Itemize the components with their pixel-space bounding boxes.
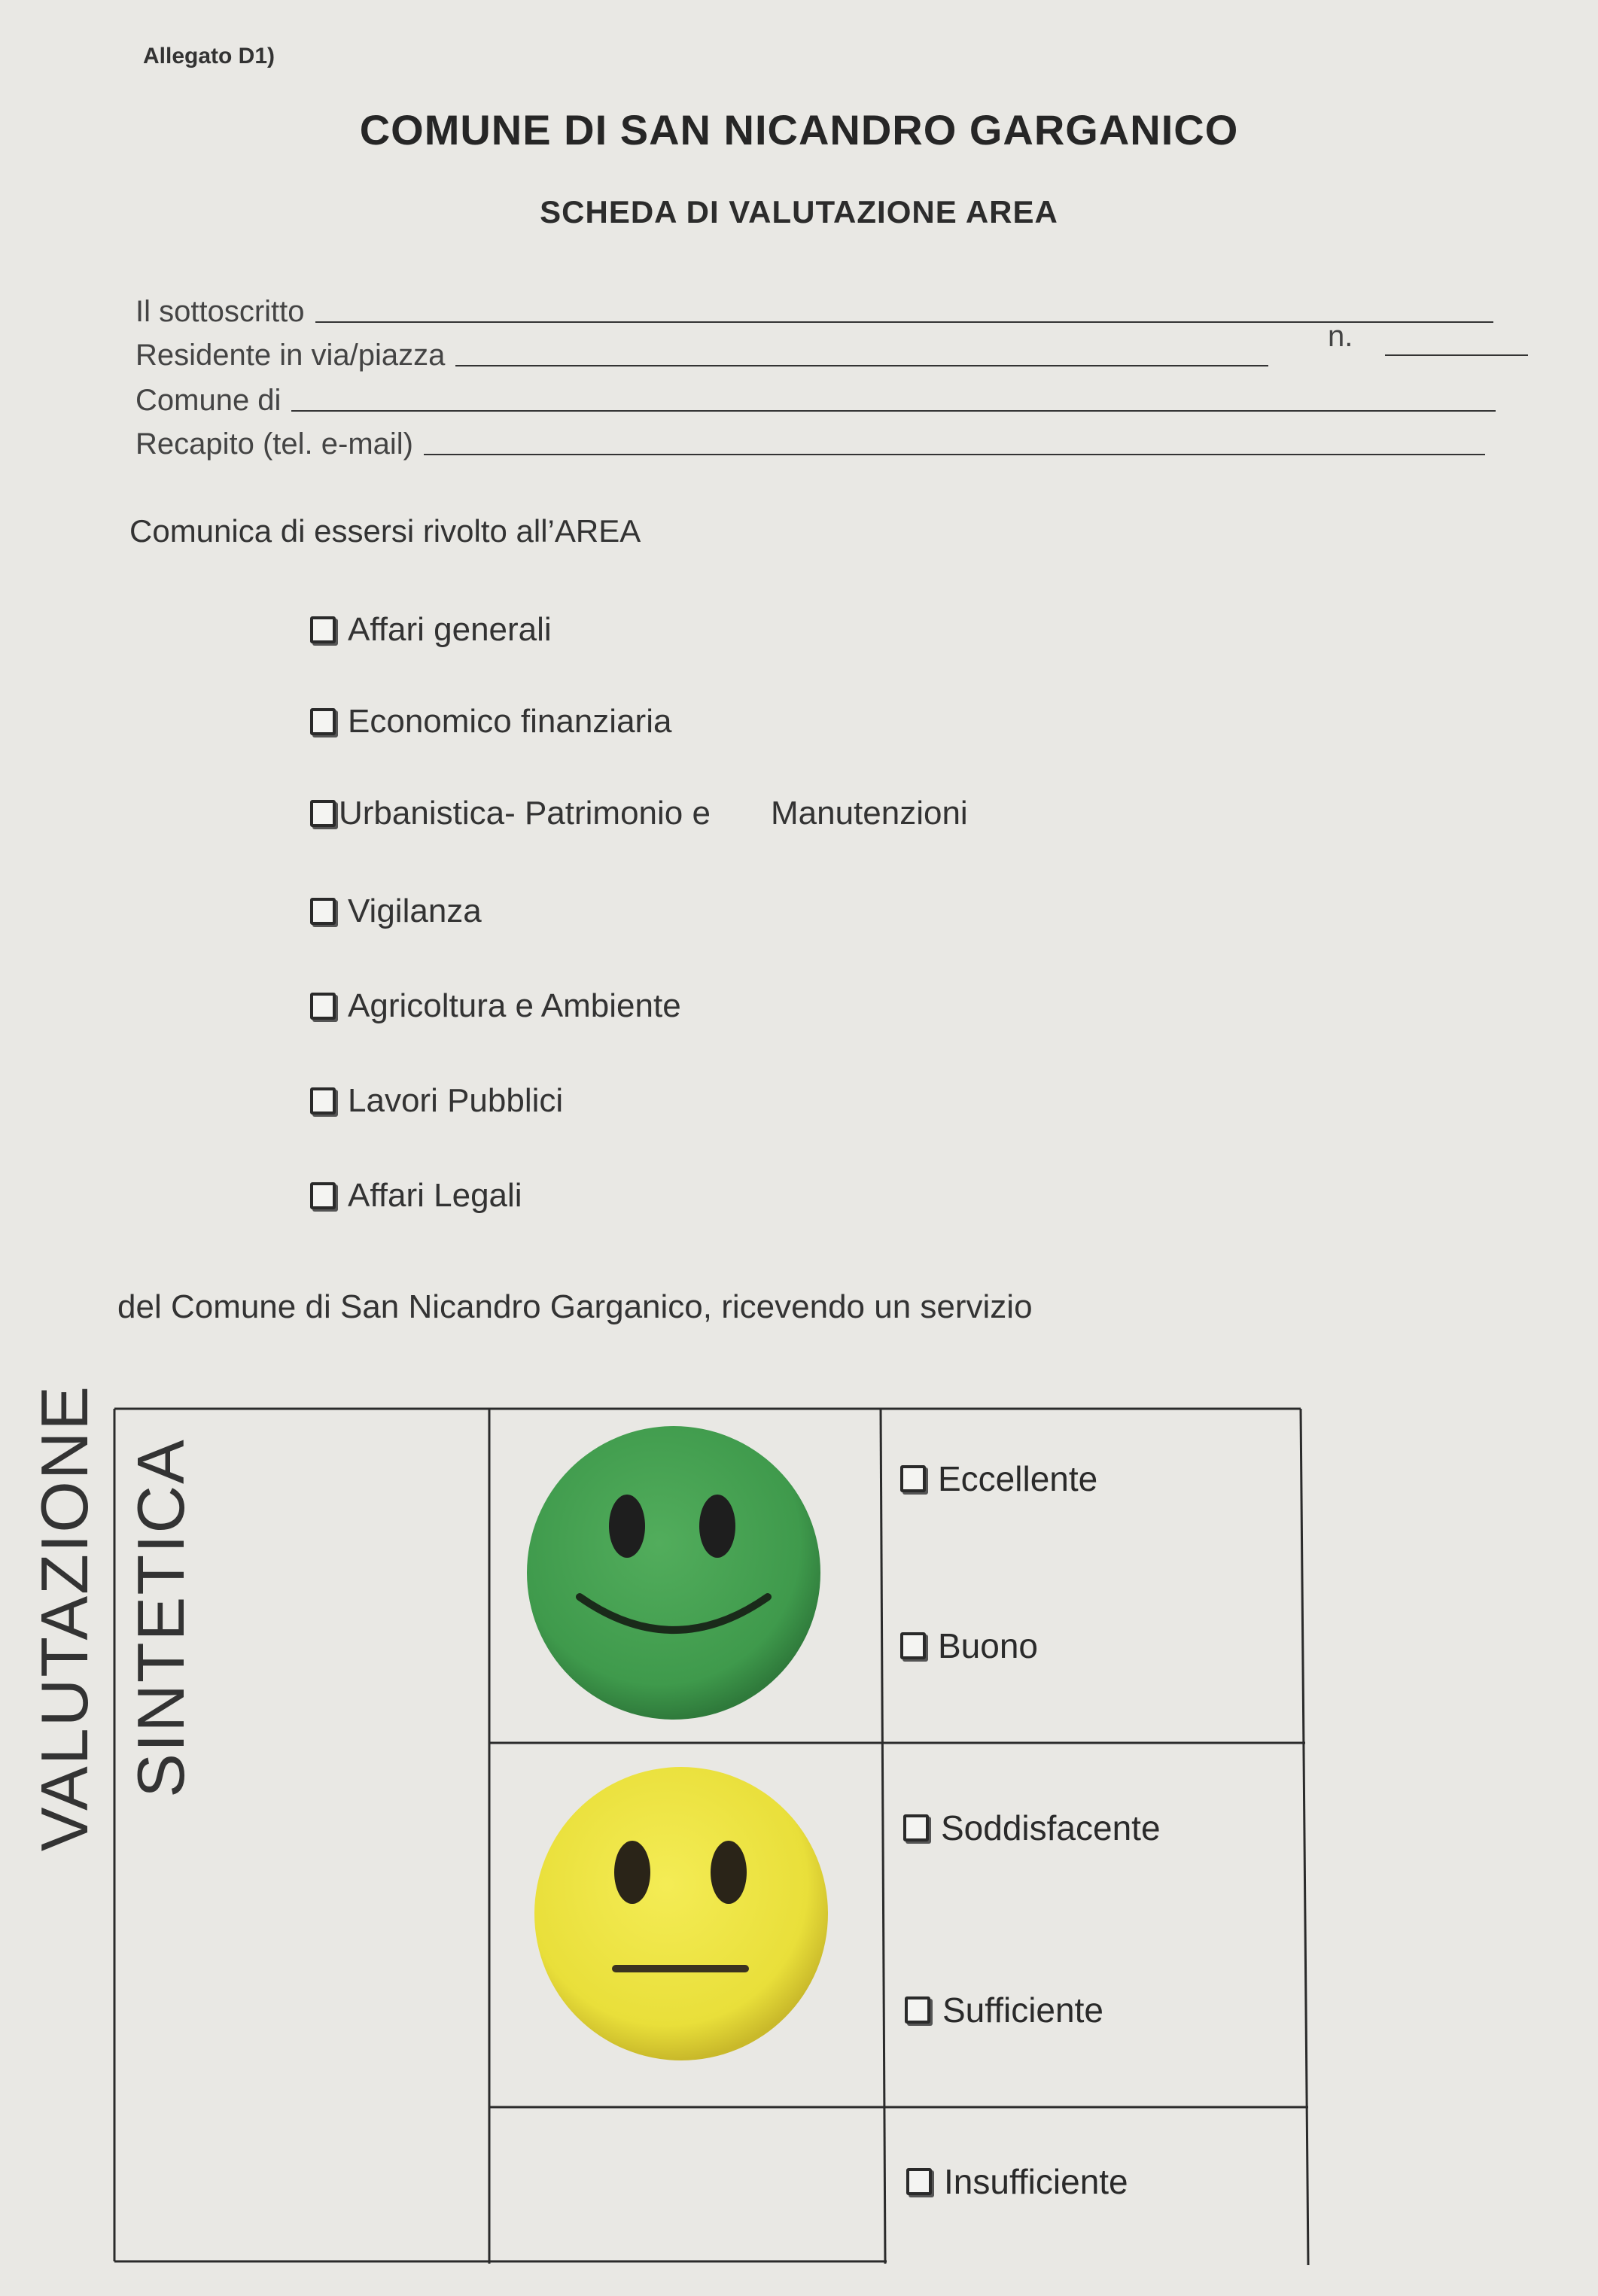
undersigned-field[interactable] <box>135 295 1493 329</box>
rating-option-eccellente[interactable] <box>900 1458 1097 1499</box>
area-label: Affari generali <box>348 611 552 648</box>
area-label: Vigilanza <box>348 893 482 929</box>
area-label: Affari Legali <box>348 1177 522 1214</box>
happy-smiley-icon <box>519 1415 836 1731</box>
label-line-1: VALUTAZIONE <box>27 1384 102 1852</box>
area-label-part2: Manutenzioni <box>770 795 968 832</box>
rating-label: Insufficiente <box>944 2162 1128 2201</box>
rating-option-insufficiente[interactable] <box>906 2161 1128 2202</box>
happy-face <box>527 1426 820 1720</box>
checkbox-icon[interactable] <box>310 800 336 827</box>
rating-option-sufficiente[interactable] <box>905 1990 1103 2030</box>
label-line-2: SINTETICA <box>123 1438 198 1798</box>
house-number-line[interactable] <box>1385 354 1528 356</box>
form-subtitle: SCHEDA DI VALUTAZIONE AREA <box>540 194 1058 230</box>
rating-label: Soddisfacente <box>941 1808 1161 1847</box>
municipality-line[interactable] <box>291 409 1496 412</box>
checkbox-icon[interactable] <box>903 1814 929 1841</box>
area-label: Lavori Pubblici <box>348 1082 564 1119</box>
checkbox-icon[interactable] <box>310 898 336 925</box>
checkbox-icon[interactable] <box>310 616 336 643</box>
checkbox-icon[interactable] <box>310 708 336 735</box>
closing-text: del Comune di San Nicandro Garganico, ricevendo un servizio <box>117 1288 1033 1325</box>
checkbox-icon[interactable] <box>900 1465 926 1492</box>
undersigned-label: Il sottoscritto <box>135 295 305 328</box>
area-label: Economico finanziaria <box>348 703 672 740</box>
rating-option-buono[interactable] <box>900 1625 1038 1666</box>
municipality-field[interactable] <box>135 384 1496 418</box>
checkbox-icon[interactable] <box>310 1087 336 1115</box>
intro-text: Comunica di essersi rivolto all’AREA <box>129 513 641 549</box>
rating-option-soddisfacente[interactable] <box>903 1808 1161 1848</box>
area-option-affari-legali[interactable] <box>310 1177 522 1215</box>
area-option-agricoltura[interactable] <box>310 987 681 1025</box>
contact-line[interactable] <box>424 453 1485 455</box>
area-option-lavori-pubblici[interactable] <box>310 1082 563 1120</box>
rating-label: Buono <box>938 1626 1039 1665</box>
area-option-urbanistica[interactable] <box>310 795 968 832</box>
resident-label: Residente in via/piazza <box>135 339 446 372</box>
checkbox-icon[interactable] <box>906 2168 932 2195</box>
checkbox-icon[interactable] <box>310 1182 336 1209</box>
house-number-label: n. <box>1328 320 1353 353</box>
contact-field[interactable] <box>135 427 1485 461</box>
checkbox-icon[interactable] <box>310 993 336 1020</box>
contact-label: Recapito (tel. e-mail) <box>135 427 414 461</box>
municipality-label: Comune di <box>135 384 282 417</box>
rating-label: Eccellente <box>938 1459 1098 1498</box>
area-option-vigilanza[interactable] <box>310 893 482 930</box>
page-title: COMUNE DI SAN NICANDRO GARGANICO <box>359 106 1239 154</box>
rating-label: Sufficiente <box>942 1990 1103 2030</box>
checkbox-icon[interactable] <box>900 1632 926 1659</box>
resident-line[interactable] <box>455 364 1268 366</box>
area-label: Agricoltura e Ambiente <box>348 987 681 1024</box>
resident-field[interactable] <box>135 339 1268 373</box>
area-option-affari-generali[interactable] <box>310 611 552 649</box>
undersigned-line[interactable] <box>315 321 1493 323</box>
checkbox-icon[interactable] <box>905 1996 930 2024</box>
neutral-face <box>534 1767 828 2060</box>
area-option-economico-finanziaria[interactable] <box>310 703 671 740</box>
area-label-part1: Urbanistica- Patrimonio e <box>339 795 711 832</box>
annex-label: Allegato D1) <box>143 44 275 68</box>
neutral-smiley-icon <box>527 1759 843 2076</box>
